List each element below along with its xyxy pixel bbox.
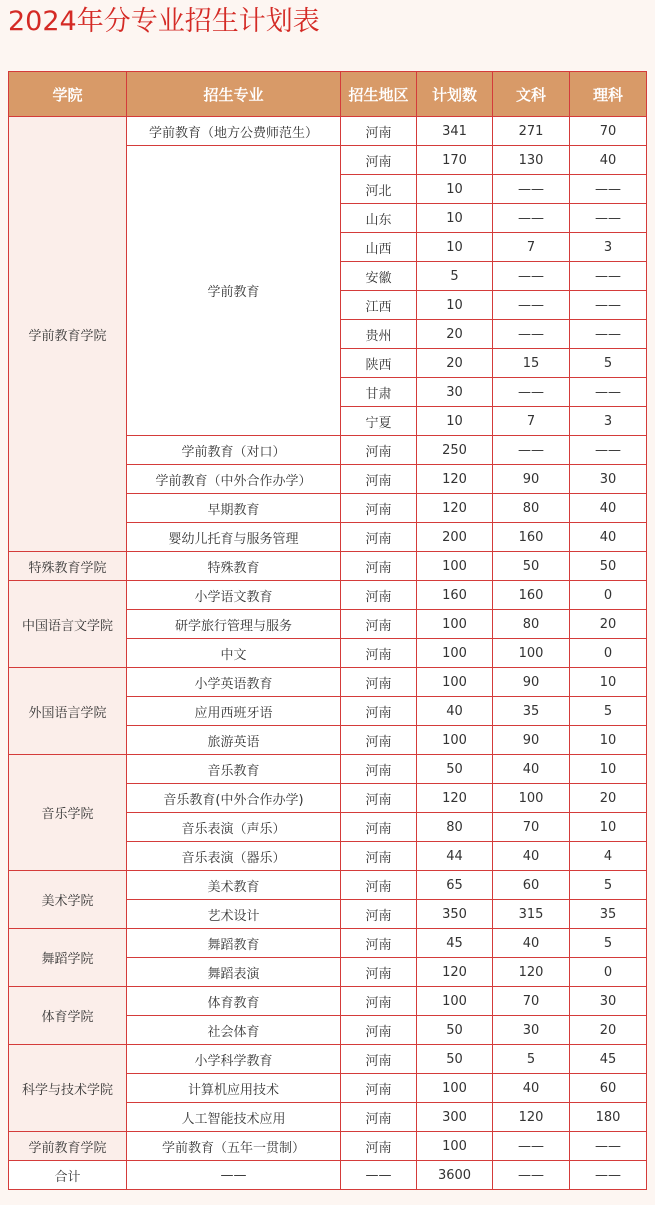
college-cell: 体育学院: [9, 987, 127, 1045]
header-major: 招生专业: [127, 72, 341, 117]
science-cell: 3: [570, 407, 647, 436]
arts-cell: 80: [493, 494, 570, 523]
major-cell: 美术教育: [127, 871, 341, 900]
science-cell: 30: [570, 987, 647, 1016]
plan-cell: 300: [417, 1103, 493, 1132]
table-body: [9, 117, 647, 1190]
major-cell: 音乐教育: [127, 755, 341, 784]
table-row: [9, 755, 647, 784]
college-cell: 中国语言文学院: [9, 581, 127, 668]
table-row: [9, 987, 647, 1016]
region-cell: 河北: [341, 175, 417, 204]
region-cell: 河南: [341, 523, 417, 552]
region-cell: 河南: [341, 871, 417, 900]
science-cell: 30: [570, 465, 647, 494]
region-cell: 河南: [341, 929, 417, 958]
region-cell: 河南: [341, 552, 417, 581]
arts-cell: 50: [493, 552, 570, 581]
major-cell: 舞蹈教育: [127, 929, 341, 958]
college-cell: 外国语言学院: [9, 668, 127, 755]
plan-cell: 100: [417, 552, 493, 581]
science-cell: ——: [570, 291, 647, 320]
total-plan: 3600: [417, 1161, 493, 1190]
plan-cell: 120: [417, 784, 493, 813]
major-cell: 中文: [127, 639, 341, 668]
arts-cell: 100: [493, 784, 570, 813]
science-cell: 0: [570, 958, 647, 987]
plan-cell: 120: [417, 958, 493, 987]
plan-cell: 200: [417, 523, 493, 552]
arts-cell: 90: [493, 726, 570, 755]
arts-cell: 40: [493, 929, 570, 958]
science-cell: ——: [570, 204, 647, 233]
region-cell: 河南: [341, 987, 417, 1016]
table-row: [9, 117, 647, 146]
plan-cell: 20: [417, 320, 493, 349]
region-cell: 江西: [341, 291, 417, 320]
plan-cell: 50: [417, 1045, 493, 1074]
science-cell: 20: [570, 1016, 647, 1045]
arts-cell: ——: [493, 320, 570, 349]
enrollment-plan-table: [8, 71, 647, 1190]
plan-cell: 10: [417, 204, 493, 233]
college-cell: 学前教育学院: [9, 117, 127, 552]
major-cell: 音乐表演（器乐）: [127, 842, 341, 871]
arts-cell: ——: [493, 378, 570, 407]
college-cell: 音乐学院: [9, 755, 127, 871]
major-cell: 研学旅行管理与服务: [127, 610, 341, 639]
major-cell: 旅游英语: [127, 726, 341, 755]
plan-cell: 40: [417, 697, 493, 726]
table-row: [9, 552, 647, 581]
arts-cell: 7: [493, 233, 570, 262]
header-arts: 文科: [493, 72, 570, 117]
plan-cell: 100: [417, 1132, 493, 1161]
total-major: ——: [127, 1161, 341, 1190]
header-college: 学院: [9, 72, 127, 117]
plan-cell: 10: [417, 233, 493, 262]
region-cell: 甘肃: [341, 378, 417, 407]
plan-cell: 44: [417, 842, 493, 871]
header-region: 招生地区: [341, 72, 417, 117]
region-cell: 河南: [341, 784, 417, 813]
plan-cell: 80: [417, 813, 493, 842]
science-cell: 5: [570, 929, 647, 958]
college-cell: 美术学院: [9, 871, 127, 929]
science-cell: 45: [570, 1045, 647, 1074]
science-cell: 35: [570, 900, 647, 929]
plan-cell: 120: [417, 494, 493, 523]
region-cell: 河南: [341, 755, 417, 784]
region-cell: 河南: [341, 610, 417, 639]
college-cell: 特殊教育学院: [9, 552, 127, 581]
arts-cell: 160: [493, 581, 570, 610]
plan-cell: 350: [417, 900, 493, 929]
science-cell: 5: [570, 349, 647, 378]
table-row: [9, 1132, 647, 1161]
total-region: ——: [341, 1161, 417, 1190]
science-cell: 3: [570, 233, 647, 262]
region-cell: 河南: [341, 958, 417, 987]
region-cell: 河南: [341, 726, 417, 755]
region-cell: 山东: [341, 204, 417, 233]
major-cell: 特殊教育: [127, 552, 341, 581]
college-cell: 学前教育学院: [9, 1132, 127, 1161]
plan-cell: 20: [417, 349, 493, 378]
science-cell: ——: [570, 262, 647, 291]
major-cell: 体育教育: [127, 987, 341, 1016]
arts-cell: 40: [493, 842, 570, 871]
region-cell: 河南: [341, 146, 417, 175]
science-cell: 40: [570, 523, 647, 552]
plan-cell: 100: [417, 1074, 493, 1103]
arts-cell: ——: [493, 262, 570, 291]
science-cell: ——: [570, 320, 647, 349]
college-cell: 舞蹈学院: [9, 929, 127, 987]
plan-cell: 100: [417, 610, 493, 639]
arts-cell: 120: [493, 958, 570, 987]
science-cell: ——: [570, 436, 647, 465]
major-cell: 小学英语教育: [127, 668, 341, 697]
arts-cell: 40: [493, 1074, 570, 1103]
science-cell: 10: [570, 726, 647, 755]
science-cell: 0: [570, 581, 647, 610]
region-cell: 河南: [341, 697, 417, 726]
arts-cell: 160: [493, 523, 570, 552]
table-row: [9, 581, 647, 610]
arts-cell: 315: [493, 900, 570, 929]
science-cell: 20: [570, 610, 647, 639]
plan-cell: 10: [417, 407, 493, 436]
science-cell: 50: [570, 552, 647, 581]
plan-cell: 100: [417, 987, 493, 1016]
plan-cell: 45: [417, 929, 493, 958]
major-cell: 学前教育（中外合作办学）: [127, 465, 341, 494]
region-cell: 河南: [341, 494, 417, 523]
region-cell: 河南: [341, 900, 417, 929]
major-cell: 小学科学教育: [127, 1045, 341, 1074]
table-row: [9, 1045, 647, 1074]
major-cell: 舞蹈表演: [127, 958, 341, 987]
region-cell: 河南: [341, 813, 417, 842]
plan-cell: 341: [417, 117, 493, 146]
table-header-row: [9, 72, 647, 117]
science-cell: ——: [570, 175, 647, 204]
header-science: 理科: [570, 72, 647, 117]
arts-cell: 80: [493, 610, 570, 639]
arts-cell: 130: [493, 146, 570, 175]
major-cell: 早期教育: [127, 494, 341, 523]
major-cell: 人工智能技术应用: [127, 1103, 341, 1132]
major-cell: 婴幼儿托育与服务管理: [127, 523, 341, 552]
science-cell: 60: [570, 1074, 647, 1103]
arts-cell: 120: [493, 1103, 570, 1132]
region-cell: 河南: [341, 581, 417, 610]
plan-cell: 10: [417, 175, 493, 204]
table-row: [9, 871, 647, 900]
plan-cell: 160: [417, 581, 493, 610]
plan-cell: 50: [417, 1016, 493, 1045]
arts-cell: ——: [493, 204, 570, 233]
science-cell: 4: [570, 842, 647, 871]
arts-cell: 100: [493, 639, 570, 668]
region-cell: 河南: [341, 842, 417, 871]
total-label: 合计: [9, 1161, 127, 1190]
arts-cell: 7: [493, 407, 570, 436]
science-cell: ——: [570, 378, 647, 407]
arts-cell: 30: [493, 1016, 570, 1045]
plan-cell: 120: [417, 465, 493, 494]
major-cell: 小学语文教育: [127, 581, 341, 610]
science-cell: 10: [570, 813, 647, 842]
arts-cell: 15: [493, 349, 570, 378]
major-cell: 学前教育（地方公费师范生）: [127, 117, 341, 146]
region-cell: 安徽: [341, 262, 417, 291]
plan-cell: 170: [417, 146, 493, 175]
region-cell: 陕西: [341, 349, 417, 378]
region-cell: 河南: [341, 465, 417, 494]
plan-cell: 100: [417, 639, 493, 668]
table-row: [9, 929, 647, 958]
arts-cell: 60: [493, 871, 570, 900]
arts-cell: 70: [493, 987, 570, 1016]
science-cell: 20: [570, 784, 647, 813]
region-cell: 河南: [341, 1103, 417, 1132]
major-cell: 音乐表演（声乐）: [127, 813, 341, 842]
plan-cell: 50: [417, 755, 493, 784]
region-cell: 宁夏: [341, 407, 417, 436]
college-cell: 科学与技术学院: [9, 1045, 127, 1132]
plan-cell: 100: [417, 726, 493, 755]
major-cell: 音乐教育(中外合作办学): [127, 784, 341, 813]
science-cell: 0: [570, 639, 647, 668]
total-row: [9, 1161, 647, 1190]
plan-cell: 100: [417, 668, 493, 697]
major-cell: 社会体育: [127, 1016, 341, 1045]
total-arts: ——: [493, 1161, 570, 1190]
arts-cell: ——: [493, 1132, 570, 1161]
plan-cell: 10: [417, 291, 493, 320]
science-cell: 40: [570, 494, 647, 523]
table-row: [9, 668, 647, 697]
header-plan: 计划数: [417, 72, 493, 117]
region-cell: 山西: [341, 233, 417, 262]
arts-cell: 90: [493, 465, 570, 494]
plan-cell: 5: [417, 262, 493, 291]
science-cell: 5: [570, 697, 647, 726]
region-cell: 河南: [341, 639, 417, 668]
major-cell: 计算机应用技术: [127, 1074, 341, 1103]
arts-cell: 271: [493, 117, 570, 146]
plan-cell: 250: [417, 436, 493, 465]
arts-cell: 70: [493, 813, 570, 842]
region-cell: 河南: [341, 436, 417, 465]
region-cell: 河南: [341, 668, 417, 697]
arts-cell: 35: [493, 697, 570, 726]
arts-cell: 5: [493, 1045, 570, 1074]
arts-cell: 90: [493, 668, 570, 697]
region-cell: 河南: [341, 1016, 417, 1045]
region-cell: 河南: [341, 1074, 417, 1103]
arts-cell: ——: [493, 436, 570, 465]
arts-cell: ——: [493, 175, 570, 204]
science-cell: 40: [570, 146, 647, 175]
science-cell: 10: [570, 755, 647, 784]
major-cell: 学前教育（五年一贯制）: [127, 1132, 341, 1161]
plan-cell: 65: [417, 871, 493, 900]
major-cell: 学前教育（对口）: [127, 436, 341, 465]
arts-cell: ——: [493, 291, 570, 320]
arts-cell: 40: [493, 755, 570, 784]
science-cell: 180: [570, 1103, 647, 1132]
plan-cell: 30: [417, 378, 493, 407]
region-cell: 河南: [341, 117, 417, 146]
science-cell: 70: [570, 117, 647, 146]
science-cell: ——: [570, 1132, 647, 1161]
region-cell: 河南: [341, 1045, 417, 1074]
major-cell: 艺术设计: [127, 900, 341, 929]
region-cell: 贵州: [341, 320, 417, 349]
major-cell: 应用西班牙语: [127, 697, 341, 726]
region-cell: 河南: [341, 1132, 417, 1161]
page-title: 2024年分专业招生计划表: [8, 6, 320, 37]
science-cell: 10: [570, 668, 647, 697]
major-cell: 学前教育: [127, 146, 341, 436]
total-science: ——: [570, 1161, 647, 1190]
science-cell: 5: [570, 871, 647, 900]
